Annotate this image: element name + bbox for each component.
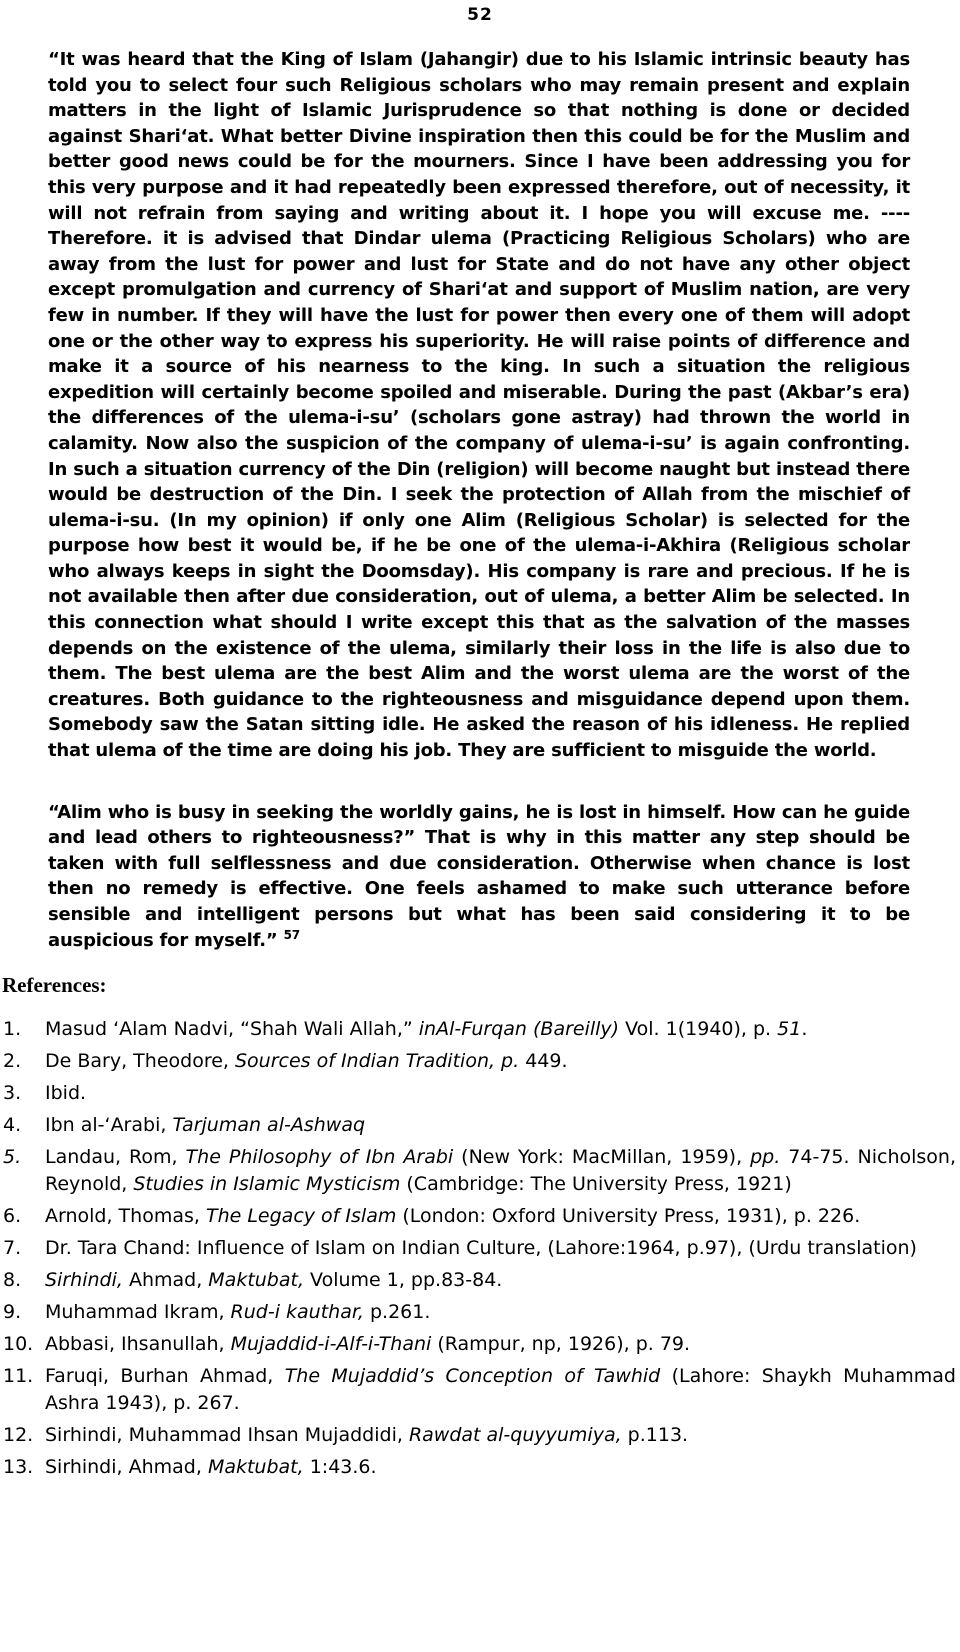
reference-item (0, 1203, 956, 1230)
reference-number: 11. (3, 1365, 34, 1388)
page-number: 52 (467, 5, 493, 25)
reference-text: Sirhindi, Ahmad, Maktubat, 1:43.6. (45, 1456, 377, 1479)
reference-number: 10. (3, 1333, 34, 1356)
reference-text: Landau, Rom, The Philosophy of Ibn Arabi (New York: MacMillan, 1959), pp. 74-75. Nicholson, Reynold, Studies in Islamic Mysticism (Cambridge: The University Press, 1921) (45, 1146, 957, 1196)
quote-paragraph-2 (48, 800, 910, 954)
footnote-marker: 57 (283, 927, 300, 942)
quote-block (48, 47, 910, 953)
quote-paragraph-1: “It was heard that the King of Islam (Jahangir) due to his Islamic intrinsic beauty has told you to select four such Religious scholars who may remain present and explain matters in the light of Islamic Jurisprudence so that nothing is done or decided against Shari‘at. What better Divine inspiration then this could be for the Muslim and better good news could be for the mourners. Since I have been addressing you for this very purpose and it had repeatedly been expressed therefore, out of necessity, it will not refrain from saying and writing about it. I hope you will excuse me. ---- Therefore. it is advised that Dindar ulema (Practicing Religious Scholars) who are away from the lust for power and lust for State and do not have any other object except promulgation and currency of Shari‘at and support of Muslim nation, are very few in number. If they will have the lust for power then every one of them will adopt one or the other way to express his superiority. He will raise points of difference and make it a source of his nearness to the king. In such a situation the religious expedition will certainly become spoiled and miserable. During the past (Akbar’s era) the differences of the ulema-i-su’ (scholars gone astray) had thrown the world in calamity. Now also the suspicion of the company of ulema-i-su’ is again confronting. In such a situation currency of the Din (religion) will become naught but instead there would be destruction of the Din. I seek the protection of Allah from the mischief of ulema-i-su. (In my opinion) if only one Alim (Religious Scholar) is selected for the purpose how best it would be, if he be one of the ulema-i-Akhira (Religious scholar who always keeps in sight the Doomsday). His company is rare and precious. If he is not available then after due consideration, out of ulema, a better Alim be selected. In this connection what should I write except this that as the salvation of the masses depends on the existence of the ulema, similarly their loss in the life is also due to them. The best ulema are the best Alim and the worst ulema are the worst of the creatures. Both guidance to the righteousness and misguidance depend upon them. Somebody saw the Satan sitting idle. He asked the reason of his idleness. He replied that ulema of the time are doing his job. They are sufficient to misguide the world. (48, 49, 910, 762)
reference-number: 9. (3, 1301, 22, 1324)
reference-item (0, 1363, 956, 1417)
reference-text: Abbasi, Ihsanullah, Mujaddid-i-Alf-i-Thani (Rampur, np, 1926), p. 79. (45, 1333, 691, 1356)
reference-item (0, 1422, 956, 1449)
reference-item (0, 1235, 956, 1262)
reference-text: Sirhindi, Ahmad, Maktubat, Volume 1, pp.83-84. (45, 1269, 503, 1292)
reference-text: Dr. Tara Chand: Influence of Islam on Indian Culture, (Lahore:1964, p.97), (Urdu translation) (45, 1237, 917, 1260)
reference-text: Faruqi, Burhan Ahmad, The Mujaddid’s Conception of Tawhid (Lahore: Shaykh Muhammad Ashra 1943), p. 267. (45, 1365, 956, 1415)
reference-number: 4. (3, 1114, 22, 1137)
reference-item (0, 1267, 956, 1294)
reference-text: Masud ‘Alam Nadvi, “Shah Wali Allah,” inAl-Furqan (Bareilly) Vol. 1(1940), p. 51. (45, 1018, 808, 1041)
reference-item (0, 1331, 956, 1358)
reference-number: 13. (3, 1456, 34, 1479)
reference-item (0, 1144, 956, 1198)
quote-paragraph-2-text: “Alim who is busy in seeking the worldly gains, he is lost in himself. How can he guide and lead others to righteousness?” That is why in this matter any step should be taken with full selflessness and due consideration. Otherwise when chance is lost then no remedy is effective. One feels ashamed to make such utterance before sensible and intelligent persons but what has been said considering it to be auspicious for myself.” (48, 801, 910, 951)
reference-text: Ibid. (45, 1082, 87, 1105)
reference-number: 12. (3, 1424, 34, 1447)
reference-item (0, 1299, 956, 1326)
reference-text: Muhammad Ikram, Rud-i kauthar, p.261. (45, 1301, 431, 1324)
reference-text: Ibn al-‘Arabi, Tarjuman al-Ashwaq (45, 1114, 366, 1137)
reference-number: 8. (3, 1269, 22, 1292)
reference-number: 5. (3, 1146, 22, 1169)
reference-text: De Bary, Theodore, Sources of Indian Tradition, p. 449. (45, 1050, 568, 1073)
reference-number: 2. (3, 1050, 22, 1073)
reference-number: 1. (3, 1018, 22, 1041)
reference-number: 6. (3, 1205, 22, 1228)
reference-item (0, 1016, 956, 1043)
reference-number: 3. (3, 1082, 22, 1105)
reference-text: Sirhindi, Muhammad Ihsan Mujaddidi, Rawdat al-quyyumiya, p.113. (45, 1424, 689, 1447)
reference-text: Arnold, Thomas, The Legacy of Islam (London: Oxford University Press, 1931), p. 226. (45, 1205, 861, 1228)
reference-item (0, 1454, 956, 1481)
reference-item (0, 1112, 956, 1139)
references-heading: References: (2, 973, 107, 998)
references-list (0, 1016, 960, 1481)
reference-item (0, 1048, 956, 1075)
reference-item (0, 1080, 956, 1107)
reference-number: 7. (3, 1237, 22, 1260)
